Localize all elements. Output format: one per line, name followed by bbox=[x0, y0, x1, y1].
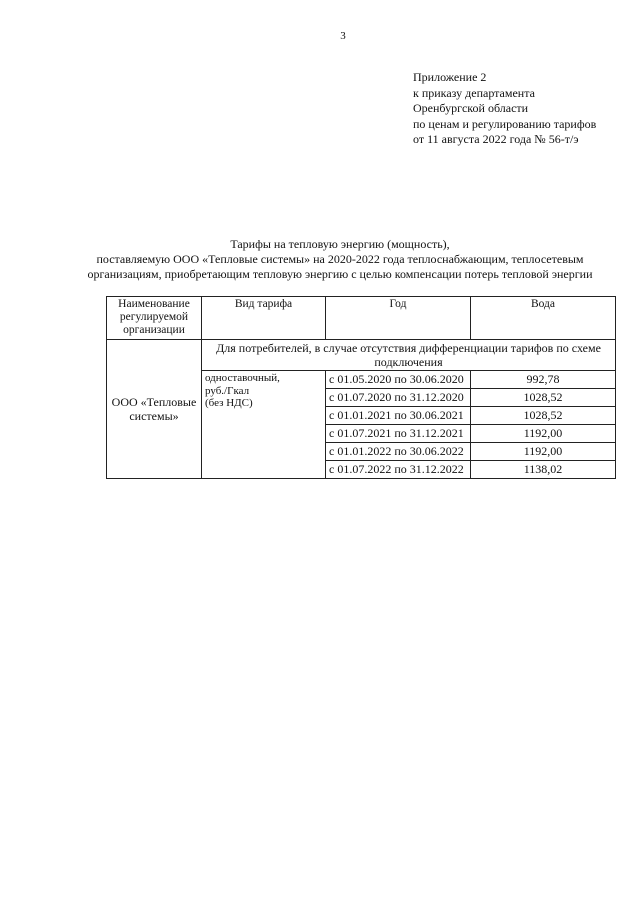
page-number: 3 bbox=[340, 30, 346, 42]
title-line: организациям, приобретающим тепловую энергию с целью компенсации потерь тепловой энергии bbox=[87, 267, 593, 281]
appendix-line: Приложение 2 bbox=[413, 70, 487, 84]
value-cell: 1028,52 bbox=[471, 407, 616, 425]
tariff-type-line: (без НДС) bbox=[205, 397, 253, 409]
header-water: Вода bbox=[471, 297, 616, 340]
header-org: Наименование регулируемой организации bbox=[107, 297, 202, 340]
period-cell: с 01.07.2020 по 31.12.2020 bbox=[326, 389, 471, 407]
value-cell: 1192,00 bbox=[471, 425, 616, 443]
value-cell: 1028,52 bbox=[471, 389, 616, 407]
consumer-note-row bbox=[107, 340, 616, 371]
document-title bbox=[60, 237, 620, 282]
value-cell: 1138,02 bbox=[471, 461, 616, 479]
period-cell: с 01.01.2022 по 30.06.2022 bbox=[326, 443, 471, 461]
period-cell: с 01.01.2021 по 30.06.2021 bbox=[326, 407, 471, 425]
appendix-line: к приказу департамента bbox=[413, 85, 535, 100]
tariffs-table bbox=[106, 296, 616, 479]
consumer-note: Для потребителей, в случае отсутствия дифференциации тарифов по схеме подключения bbox=[202, 340, 616, 371]
period-cell: с 01.05.2020 по 30.06.2020 bbox=[326, 371, 471, 389]
value-cell: 1192,00 bbox=[471, 443, 616, 461]
tariff-type-line: руб./Гкал bbox=[205, 384, 250, 397]
appendix-line: от 11 августа 2022 года № 56-т/э bbox=[413, 132, 579, 146]
tariff-type-line: одноставочный, bbox=[205, 372, 280, 384]
header-year: Год bbox=[326, 297, 471, 340]
title-line: Тарифы на тепловую энергию (мощность), bbox=[230, 237, 450, 251]
organization-cell: ООО «Тепловые системы» bbox=[107, 340, 202, 479]
tariff-type-cell bbox=[202, 371, 326, 479]
appendix-line: Оренбургской области bbox=[413, 101, 529, 115]
table-header-row bbox=[107, 297, 616, 340]
period-cell: с 01.07.2022 по 31.12.2022 bbox=[326, 461, 471, 479]
appendix-header bbox=[413, 70, 596, 148]
value-cell: 992,78 bbox=[471, 371, 616, 389]
appendix-line: по ценам и регулированию тарифов bbox=[413, 116, 597, 131]
title-line: поставляемую ООО «Тепловые системы» на 2020-2022 года теплоснабжающим, теплосетевым bbox=[96, 252, 584, 266]
header-type: Вид тарифа bbox=[202, 297, 326, 340]
period-cell: с 01.07.2021 по 31.12.2021 bbox=[326, 425, 471, 443]
